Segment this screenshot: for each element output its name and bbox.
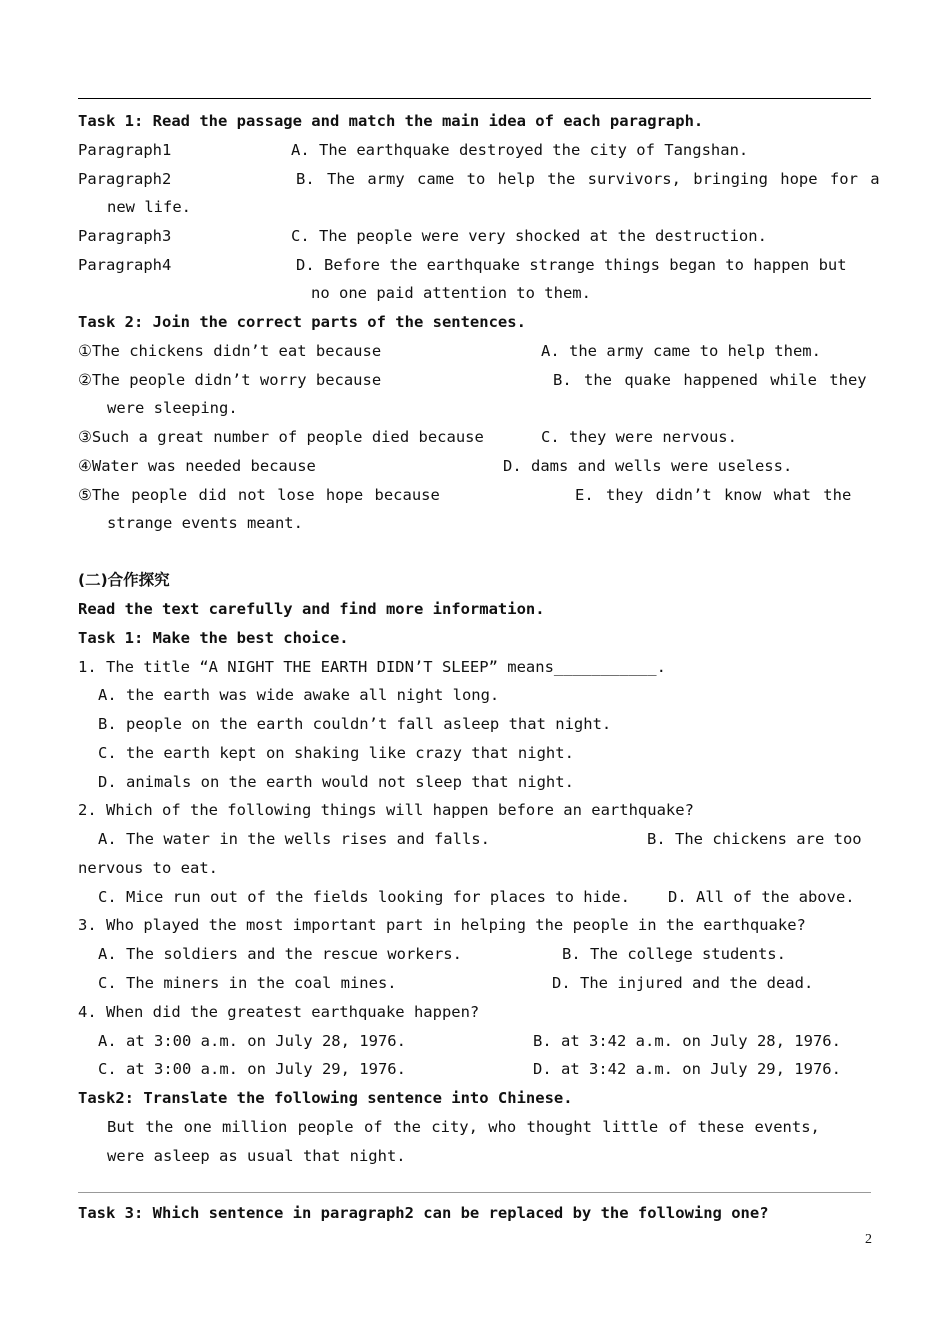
q4-option-a: A. at 3:00 a.m. on July 28, 1976. (98, 1032, 406, 1050)
q3-option-a: A. The soldiers and the rescue workers. (98, 945, 462, 963)
match-right-c: C. The people were very shocked at the destruction. (291, 227, 767, 245)
translate-sentence-line-1: But the one million people of the city, who thought little of these events, (107, 1118, 820, 1136)
join-right-e-cont: strange events meant. (107, 514, 303, 532)
translate-sentence-line-2: were asleep as usual that night. (107, 1147, 406, 1165)
q3-option-c: C. The miners in the coal mines. (98, 974, 397, 992)
q1-option-d: D. animals on the earth would not sleep that night. (98, 773, 574, 791)
question-3: 3. Who played the most important part in helping the people in the earthquake? (78, 916, 806, 934)
match-left-1: Paragraph1 (78, 141, 172, 159)
join-left-5: ⑤The people did not lose hope because (78, 486, 440, 504)
match-right-b: B. The army came to help the survivors, bringing hope for a (296, 170, 880, 188)
q4-option-d: D. at 3:42 a.m. on July 29, 1976. (533, 1060, 841, 1078)
join-right-d: D. dams and wells were useless. (503, 457, 793, 475)
match-right-b-cont: new life. (107, 198, 191, 216)
question-2: 2. Which of the following things will happen before an earthquake? (78, 801, 694, 819)
join-left-2: ②The people didn’t worry because (78, 371, 382, 389)
q2-option-c: C. Mice run out of the fields looking for places to hide. (98, 888, 630, 906)
question-1: 1. The title “A NIGHT THE EARTH DIDN’T SLEEP” means___________. (78, 658, 666, 676)
q2-option-b-cont: nervous to eat. (78, 859, 218, 877)
q3-option-d: D. The injured and the dead. (552, 974, 814, 992)
join-right-b: B. the quake happened while they (553, 371, 867, 389)
join-right-c: C. they were nervous. (541, 428, 737, 446)
q1-option-c: C. the earth kept on shaking like crazy that night. (98, 744, 574, 762)
join-left-3: ③Such a great number of people died because (78, 428, 484, 446)
task2-heading: Task 2: Join the correct parts of the sentences. (78, 313, 526, 331)
divider-rule (78, 1192, 871, 1193)
section-heading: (二)合作探究 (78, 571, 170, 589)
question-4: 4. When did the greatest earthquake happen? (78, 1003, 480, 1021)
join-left-1: ①The chickens didn’t eat because (78, 342, 382, 360)
section-intro: Read the text carefully and find more information. (78, 600, 545, 618)
q4-option-c: C. at 3:00 a.m. on July 29, 1976. (98, 1060, 406, 1078)
choice-task-heading: Task 1: Make the best choice. (78, 629, 349, 647)
page-number: 2 (865, 1232, 872, 1247)
join-right-b-cont: were sleeping. (107, 399, 238, 417)
match-left-2: Paragraph2 (78, 170, 172, 188)
q2-option-d: D. All of the above. (668, 888, 855, 906)
q3-option-b: B. The college students. (562, 945, 786, 963)
match-left-3: Paragraph3 (78, 227, 172, 245)
q1-option-b: B. people on the earth couldn’t fall asleep that night. (98, 715, 612, 733)
q2-option-a: A. The water in the wells rises and falls. (98, 830, 490, 848)
q2-option-b: B. The chickens are too (647, 830, 862, 848)
q1-option-a: A. the earth was wide awake all night long. (98, 686, 500, 704)
header-rule (78, 98, 871, 99)
replace-task-heading: Task 3: Which sentence in paragraph2 can be replaced by the following one? (78, 1204, 769, 1222)
match-right-d: D. Before the earthquake strange things began to happen but (296, 256, 847, 274)
join-right-e: E. they didn’t know what the (575, 486, 852, 504)
task1-heading: Task 1: Read the passage and match the main idea of each paragraph. (78, 112, 704, 130)
join-right-a: A. the army came to help them. (541, 342, 821, 360)
join-left-4: ④Water was needed because (78, 457, 316, 475)
match-left-4: Paragraph4 (78, 256, 172, 274)
match-right-d-cont: no one paid attention to them. (311, 284, 591, 302)
match-right-a: A. The earthquake destroyed the city of Tangshan. (291, 141, 749, 159)
q4-option-b: B. at 3:42 a.m. on July 28, 1976. (533, 1032, 841, 1050)
translate-task-heading: Task2: Translate the following sentence into Chinese. (78, 1089, 573, 1107)
